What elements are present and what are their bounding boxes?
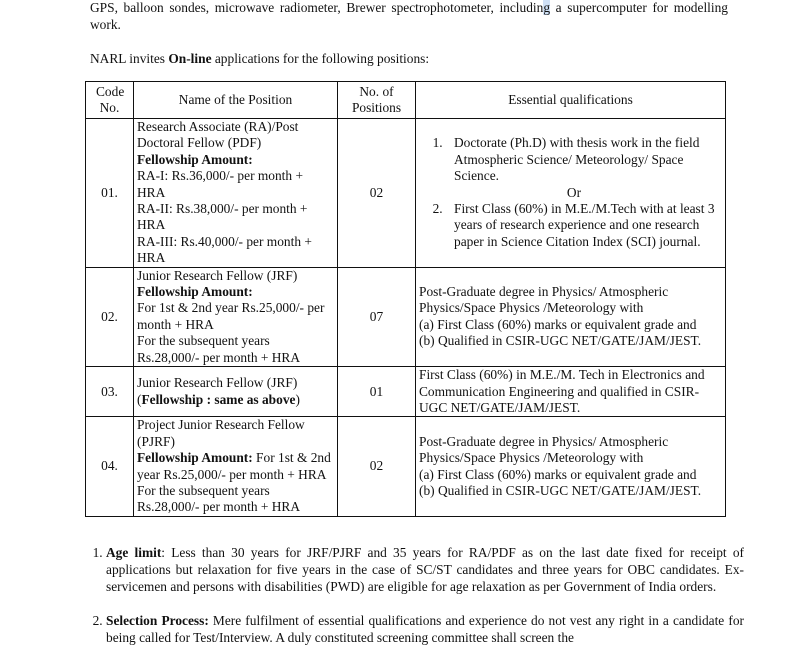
row-code: 01. [86,119,134,268]
intro-text: GPS, balloon sondes, microwave radiometer, Brewer spectrophotometer, includin [90,0,544,15]
table-row [86,267,726,366]
fellowship-note: Fellowship : same as above [141,391,296,407]
row-code: 03. [86,367,134,417]
amount-line: For 1st & 2nd year Rs.25,000/- per month + HRA [137,450,331,482]
position-title: Research Associate (RA)/Post Doctoral Fellow (PDF) [137,119,299,151]
note-label: Age limit [106,545,162,560]
header-qualifications: Essential qualifications [416,82,726,119]
table-row [86,367,726,417]
table-row [86,119,726,268]
fellowship-label: Fellowship Amount: [137,284,253,300]
text-selection-highlight: g [543,0,551,15]
position-name [134,119,338,268]
qualifications [416,119,726,268]
qualification-item: 2. First Class (60%) in M.E./M.Tech with at least 3 years of research experience and one research paper in Science Citation Index (SCI) journal. [446,201,722,250]
position-count: 07 [338,267,416,366]
paren: ) [295,391,300,407]
intro-paragraph [90,0,728,33]
table-row [86,417,726,516]
row-code: 04. [86,417,134,516]
amount-line: RA-III: Rs.40,000/- per month + HRA [137,233,312,266]
paren: ( [137,391,142,407]
position-title: Junior Research Fellow (JRF) [137,375,298,391]
position-count: 01 [338,367,416,417]
position-title: Project Junior Research Fellow (PJRF) [137,417,305,449]
header-code: Code No. [86,82,134,119]
qualification-list [426,135,722,184]
note-label: Selection Process: [106,613,209,628]
note-selection-process [106,612,744,646]
invite-text-post: applications for the following positions: [211,51,430,66]
amount-line: For the subsequent years Rs.28,000/- per month + HRA [137,482,301,515]
fellowship-label: Fellowship Amount: [137,450,253,466]
note-age-limit [106,544,744,595]
invite-paragraph [90,50,728,67]
or-separator: Or [566,184,582,200]
intro-text-cont: a supercomputer for modelling work. [90,0,728,32]
position-name [134,367,338,417]
qualifications [416,267,726,366]
header-positions: No. of Positions [338,82,416,119]
fellowship-label: Fellowship Amount: [137,151,253,167]
qualifications: First Class (60%) in M.E./M. Tech in Electronics and Communication Engineering and qualified in CSIR-UGC NET/GATE/JAM/JEST. [416,367,726,417]
qualification-line: (b) Qualified in CSIR-UGC NET/GATE/JAM/JEST. [419,482,702,498]
qualification-line: (a) First Class (60%) marks or equivalent grade and [419,316,697,332]
positions-table [85,81,726,517]
notes-list [90,544,744,663]
table-header-row [86,82,726,119]
position-count: 02 [338,417,416,516]
qualification-item: 1. Doctorate (Ph.D) with thesis work in the field Atmospheric Science/ Meteorology/ Space Science. [446,135,722,184]
amount-line: RA-II: Rs.38,000/- per month + HRA [137,201,308,233]
position-name [134,417,338,516]
qualification-list [426,201,722,250]
invite-text: NARL invites [90,51,169,66]
position-count: 02 [338,119,416,268]
qualification-line: Post-Graduate degree in Physics/ Atmospheric Physics/Space Physics /Meteorology with [419,433,669,466]
position-name [134,267,338,366]
note-text: : Less than 30 years for JRF/PJRF and 35 years for RA/PDF as on the last date fixed for receipt of applications but relaxation for five years in the case of SC/ST candidates and three years for OBC candidates. Ex-servicemen and persons with disabilities (PWD) are eligible for age relaxation as per Government of India orders. [106,545,744,594]
row-code: 02. [86,267,134,366]
header-name: Name of the Position [134,82,338,119]
qualification-line: (a) First Class (60%) marks or equivalent grade and [419,466,697,482]
position-title: Junior Research Fellow (JRF) [137,267,298,283]
qualifications [416,417,726,516]
amount-line: For 1st & 2nd year Rs.25,000/- per month + HRA [137,300,325,332]
amount-line: RA-I: Rs.36,000/- per month + HRA [137,168,303,200]
invite-bold: On-line [168,51,212,66]
qualification-line: (b) Qualified in CSIR-UGC NET/GATE/JAM/JEST. [419,333,702,349]
qualification-line: Post-Graduate degree in Physics/ Atmospheric Physics/Space Physics /Meteorology with [419,284,669,316]
amount-line: For the subsequent years Rs.28,000/- per month + HRA [137,333,301,365]
note-text: Mere fulfilment of essential qualifications and experience do not vest any right in a candidate for being called for Test/Interview. A duly constituted screening committee shall screen the [106,613,744,645]
